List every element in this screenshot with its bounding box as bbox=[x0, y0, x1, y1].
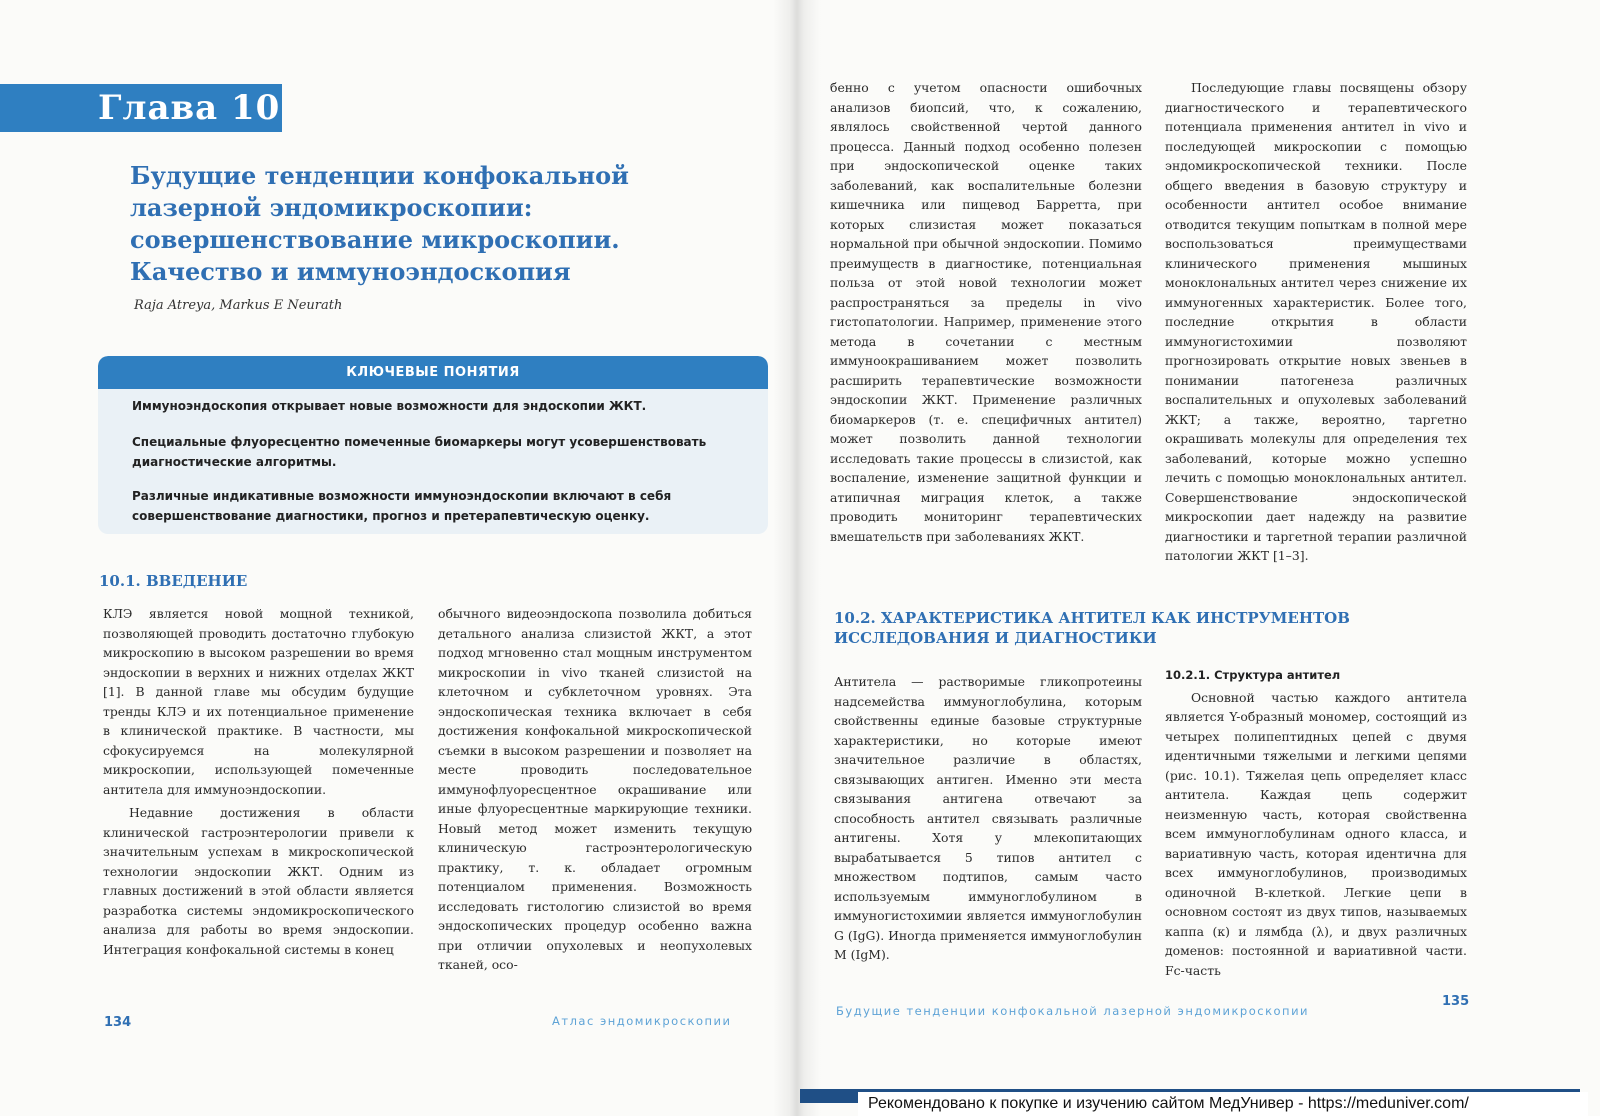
section-heading-introduction: 10.1. ВВЕДЕНИЕ bbox=[99, 572, 248, 590]
section-heading-antibodies: 10.2. ХАРАКТЕРИСТИКА АНТИТЕЛ КАК ИНСТРУМЕНТОВ ИССЛЕДОВАНИЯ И ДИАГНОСТИКИ bbox=[834, 609, 1350, 647]
key-concept-item: Специальные флуоресцентно помеченные биомаркеры могут усовершенствовать диагностические алгоритмы. bbox=[132, 435, 707, 469]
paragraph: обычного видеоэндоскопа позволила добиться детального анализа слизистой ЖКТ, а этот подход мгновенно стал мощным инструментом микроскопии in vivo тканей слизистой на клеточном и субклеточном уровнях. Эта эндоскопическая техника включает в себя достижения конфокальной микроскопической съемки в высоком разрешении и позволяет на месте проводить последовательное иммунофлуоресцентное окрашивание или иные флуоресцентные маркирующие техники. Новый метод может изменить текущую клиническую гастроэнтерологическую практику, т. к. обладает огромным потенциалом применения. Возможность исследовать гистологию слизистой во время эндоскопических процедур особенно важна при отличии опухолевых и неопухолевых тканей, осо- bbox=[438, 606, 752, 972]
key-concepts-header: КЛЮЧЕВЫЕ ПОНЯТИЯ bbox=[98, 356, 768, 389]
subsection-heading: 10.2.1. Структура антител bbox=[1165, 668, 1341, 682]
paragraph: Основной частью каждого антитела является Y-образный мономер, состоящий из четырех полипептидных цепей с двумя идентичными тяжелыми и легкими цепями (рис. 10.1). Тяжелая цепь определяет класс антитела. Каждая цепь содержит неизменную часть, которая свойственна всем иммуноглобулинам одного класса, и вариативную часть, которая идентична для всех иммуноглобулинов, производимых одиночной B-клеткой. Легкие цепи в основном состоят из двух типов, называемых каппа (κ) и лямбда (λ), и двух различных доменов: постоянной и вариативной части. Fc-часть bbox=[1165, 689, 1467, 978]
book-spine-shadow bbox=[773, 0, 821, 1116]
chapter-label: Глава 10 bbox=[0, 84, 282, 132]
running-head-left: Атлас эндомикроскопии bbox=[552, 1014, 732, 1028]
right-column-1-bottom bbox=[834, 672, 1142, 965]
key-concept-item: Иммуноэндоскопия открывает новые возможности для эндоскопии ЖКТ. bbox=[132, 399, 647, 413]
left-column-1 bbox=[103, 604, 414, 959]
paragraph: Антитела — растворимые гликопротеины надсемейства иммуноглобулина, которым свойственны единые базовые структурные характеристики, но которые имеют значительное различие в областях, связывающих антиген. Именно эти места связывания антигена отвечают за способность антител связывать различные антигены. Хотя у млекопитающих вырабатывается 5 типов антител с множеством подтипов, самым часто используемым иммуноглобулином в иммуногистохимии является иммуноглобулин G (IgG). Иногда применяется иммуноглобулин M (IgM). bbox=[834, 674, 1142, 962]
key-concepts-box bbox=[98, 356, 768, 534]
page-number-left: 134 bbox=[104, 1015, 132, 1030]
right-column-2-top bbox=[1165, 78, 1467, 566]
page-number-right: 135 bbox=[1442, 994, 1470, 1009]
left-column-2 bbox=[438, 604, 752, 975]
right-page bbox=[797, 0, 1600, 1116]
right-column-1-top bbox=[830, 78, 1142, 546]
paragraph: Недавние достижения в области клинической гастроэнтерологии привели к значительным успехам в микроскопической технологии эндоскопии ЖКТ. Одним из главных достижений в этой области является разработка системы эндомикроскопического анализа для работы во время эндоскопии. Интеграция конфокальной системы в конец bbox=[103, 805, 414, 957]
paragraph: бенно с учетом опасности ошибочных анализов биопсий, что, к сожалению, являлось свойственной чертой данного процесса. Данный подход особенно полезен при эндоскопической оценке таких заболеваний, как воспалительные болезни кишечника или пищевод Барретта, при которых слизистая может показаться нормальной при обычной эндоскопии. Помимо преимуществ в диагностике, потенциальная польза от этой новой технологии может распространяться за пределы in vivo гистопатологии. Например, применение этого метода в сочетании с местным иммуноокрашиванием может позволить расширить терапевтические возможности эндоскопии ЖКТ. Применение различных биомаркеров (т. е. специфичных антител) может позволить данной технологии исследовать такие процессы в слизистой, как воспаление, изменение защитной функции и атипичная миграция клеток, а также проводить мониторинг терапевтических вмешательств при заболеваниях ЖКТ. bbox=[830, 80, 1142, 544]
running-head-right: Будущие тенденции конфокальной лазерной эндомикроскопии bbox=[836, 1004, 1310, 1018]
chapter-title: Будущие тенденции конфокальной лазерной эндомикроскопии: совершенствование микроскопии. Качество и иммуноэндоскопия bbox=[130, 161, 629, 286]
left-page bbox=[0, 0, 797, 1116]
paragraph: КЛЭ является новой мощной техникой, позволяющей проводить достаточно глубокую микроскопию в высоком разрешении во время эндоскопии в верхних и нижних отделах ЖКТ [1]. В данной главе мы обсудим будущие тренды КЛЭ и их потенциальное применение в клинической практике. В частности, мы сфокусируемся на молекулярной микроскопии, использующей помеченные антитела для иммуноэндоскопии. bbox=[103, 606, 414, 797]
chapter-authors: Raja Atreya, Markus E Neurath bbox=[134, 298, 343, 313]
right-column-2-bottom bbox=[1165, 666, 1467, 980]
paragraph: Последующие главы посвящены обзору диагностического и терапевтического потенциала применения антител in vivo и последующей микроскопии с помощью эндомикроскопической техники. После общего введения в базовую структуру и особенности антител особое внимание отводится текущим попыткам в полной мере воспользоваться преимуществами клинического применения мышиных моноклональных антител через снижение их иммуногенных характеристик. Более того, последние открытия в области иммуногистохимии позволяют прогнозировать открытие новых звеньев в понимании патогенеза различных воспалительных и опухолевых заболеваний ЖКТ; а также, вероятно, таргетно окрашивать молекулы для определения тех заболеваний, которые можно успешно лечить с помощью моноклональных антител. Совершенствование эндоскопической микроскопии дает надежду на развитие диагностики и таргетной терапии различной патологии ЖКТ [1–3]. bbox=[1165, 80, 1467, 563]
watermark-text: Рекомендовано к покупке и изучению сайтом МедУнивер - https://meduniver.com/ bbox=[858, 1092, 1588, 1116]
key-concept-item: Различные индикативные возможности иммуноэндоскопии включают в себя совершенствование диагностики, прогноз и претерапевтическую оценку. bbox=[132, 489, 672, 523]
